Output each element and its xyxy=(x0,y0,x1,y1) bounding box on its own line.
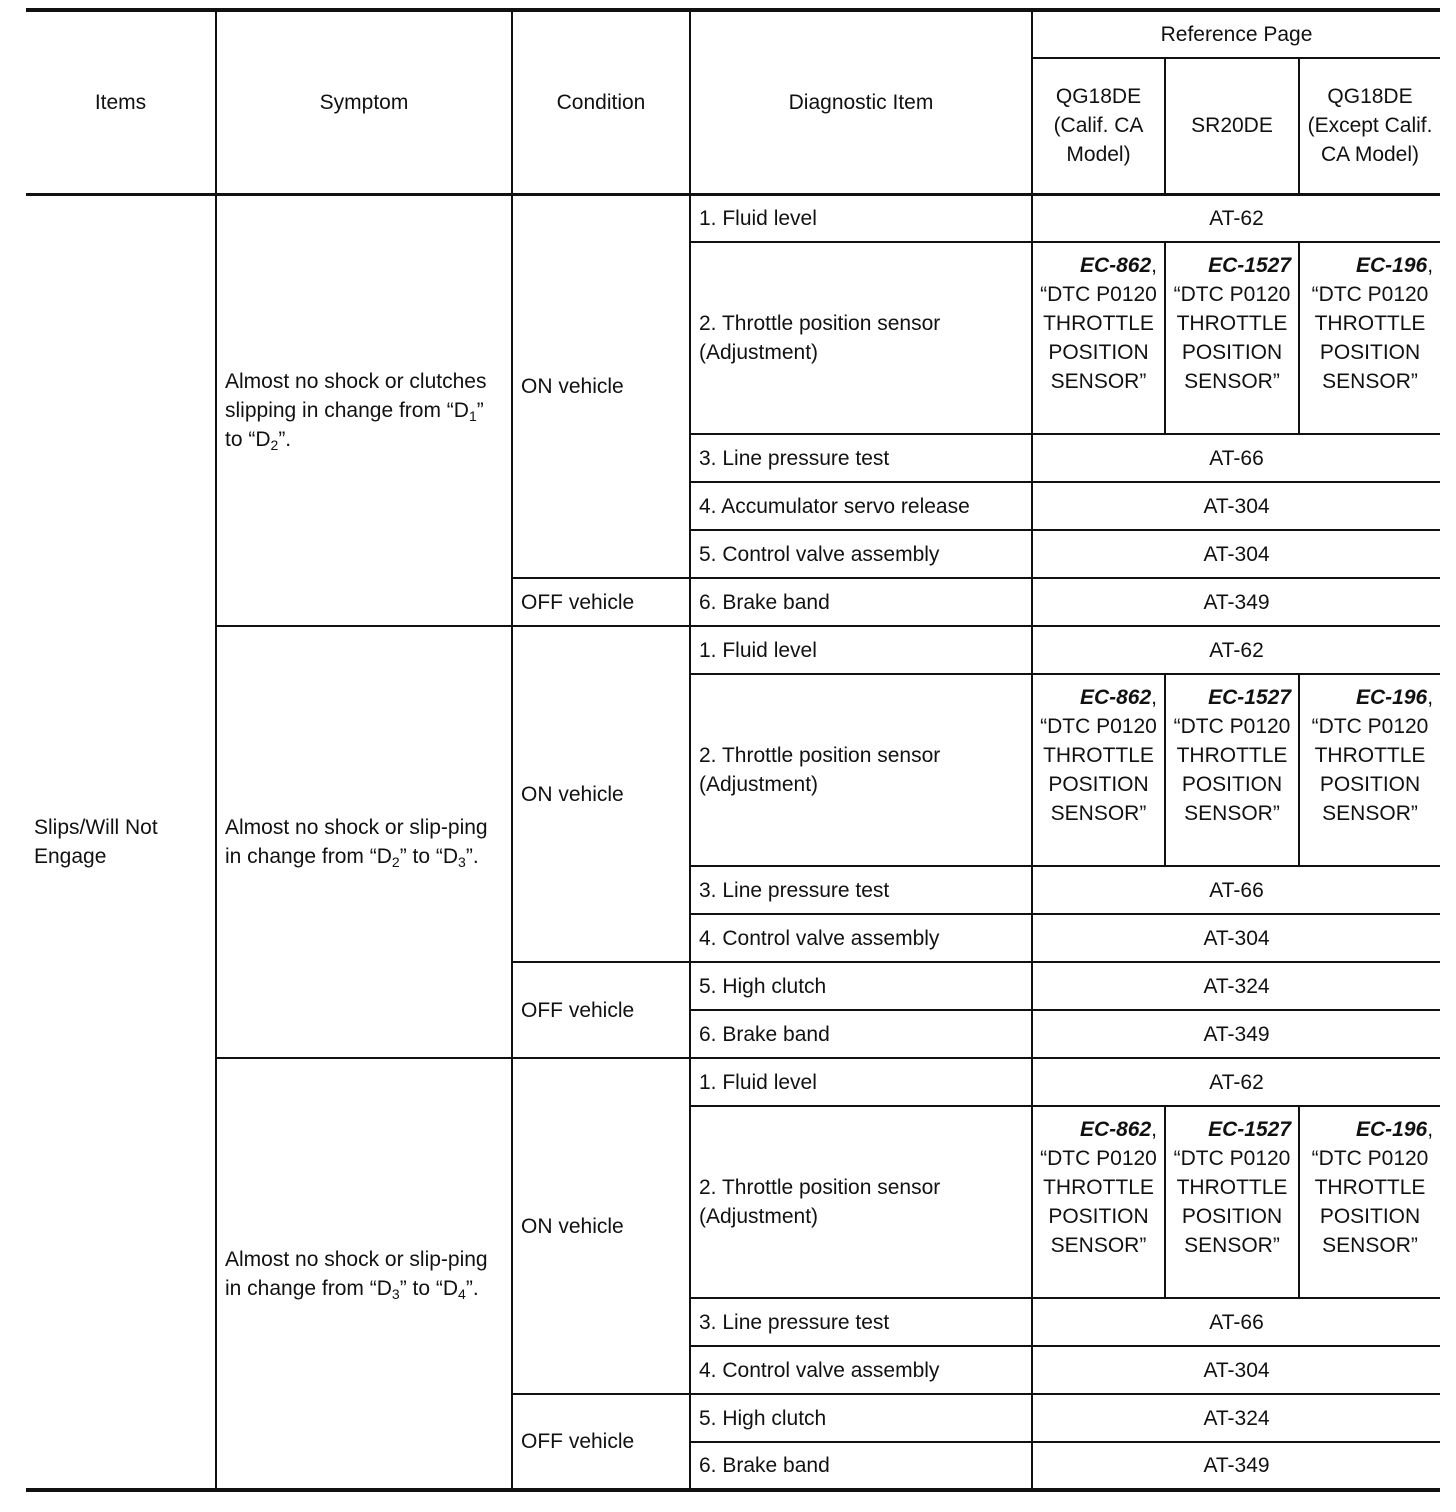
diagnostic-item-cell: 4. Control valve assembly xyxy=(690,914,1032,962)
ec-code: EC-196 xyxy=(1355,1118,1428,1141)
condition-cell: OFF vehicle xyxy=(512,578,690,626)
diagnostic-item-cell: 5. High clutch xyxy=(690,962,1032,1010)
symptom-text: Almost no shock or slip-ping in change from “D xyxy=(225,816,488,868)
ec-comma: , xyxy=(1151,1118,1157,1141)
condition-cell: ON vehicle xyxy=(512,626,690,962)
diagnostic-item-cell: 2. Throttle position sensor (Adjustment) xyxy=(690,674,1032,866)
diagnostic-item-cell: 3. Line pressure test xyxy=(690,434,1032,482)
reference-cell: AT-66 xyxy=(1032,1298,1440,1346)
diagnostic-item-cell: 6. Brake band xyxy=(690,1442,1032,1490)
condition-cell: ON vehicle xyxy=(512,194,690,578)
ec-code: EC-862 xyxy=(1079,686,1152,709)
reference-cell xyxy=(1299,242,1440,434)
symptom-cell xyxy=(216,194,512,626)
diagnostic-item-cell: 6. Brake band xyxy=(690,578,1032,626)
header-items: Items xyxy=(26,10,216,194)
symptom-text: ” to “D xyxy=(225,398,484,451)
header-reference-page: Reference Page xyxy=(1032,10,1440,58)
reference-cell xyxy=(1165,674,1299,866)
header-ref-col-2: SR20DE xyxy=(1165,58,1299,194)
ec-comma: , xyxy=(1427,254,1434,277)
ec-code: EC-1527 xyxy=(1208,1118,1291,1141)
reference-cell: AT-66 xyxy=(1032,434,1440,482)
reference-cell: AT-62 xyxy=(1032,626,1440,674)
header-ref-col-1: QG18DE (Calif. CA Model) xyxy=(1032,58,1165,194)
symptom-subscript: 1 xyxy=(468,407,477,424)
reference-cell: AT-304 xyxy=(1032,530,1440,578)
symptom-text: ” to “D xyxy=(399,845,459,868)
reference-cell: AT-349 xyxy=(1032,1010,1440,1058)
diagnostic-item-cell: 2. Throttle position sensor (Adjustment) xyxy=(690,242,1032,434)
reference-cell: AT-304 xyxy=(1032,1346,1440,1394)
symptom-text: ”. xyxy=(465,1276,479,1300)
reference-cell: AT-304 xyxy=(1032,914,1440,962)
dtc-text: “DTC P0120 THROTTLE POSITION SENSOR” xyxy=(1040,283,1157,393)
reference-cell: AT-324 xyxy=(1032,1394,1440,1442)
table-row xyxy=(26,194,1440,242)
reference-cell: AT-349 xyxy=(1032,578,1440,626)
diagnostic-item-cell: 5. Control valve assembly xyxy=(690,530,1032,578)
diagnostic-table xyxy=(26,8,1440,1492)
header-condition: Condition xyxy=(512,10,690,194)
symptom-subscript: 2 xyxy=(391,854,400,870)
dtc-text: “DTC P0120 THROTTLE POSITION SENSOR” xyxy=(1311,283,1429,393)
condition-cell: OFF vehicle xyxy=(512,1394,690,1490)
dtc-text: “DTC P0120 THROTTLE POSITION SENSOR” xyxy=(1311,1147,1429,1257)
header-ref-col-3: QG18DE (Except Calif. CA Model) xyxy=(1299,58,1440,194)
diagnostic-item-cell: 3. Line pressure test xyxy=(690,1298,1032,1346)
reference-cell xyxy=(1165,1106,1299,1298)
reference-cell xyxy=(1299,674,1440,866)
symptom-subscript: 3 xyxy=(391,1285,400,1302)
dtc-text: “DTC P0120 THROTTLE POSITION SENSOR” xyxy=(1173,283,1291,393)
ec-code: EC-862 xyxy=(1079,254,1152,277)
ec-comma: , xyxy=(1427,1118,1434,1141)
reference-cell xyxy=(1032,1106,1165,1298)
header-row xyxy=(26,10,1440,58)
dtc-text: “DTC P0120 THROTTLE POSITION SENSOR” xyxy=(1173,715,1291,825)
ec-code: EC-196 xyxy=(1355,254,1428,277)
reference-cell: AT-62 xyxy=(1032,1058,1440,1106)
diagnostic-item-cell: 4. Control valve assembly xyxy=(690,1346,1032,1394)
dtc-text: “DTC P0120 THROTTLE POSITION SENSOR” xyxy=(1040,715,1157,825)
diagnostic-item-cell: 4. Accumulator servo release xyxy=(690,482,1032,530)
ec-code: EC-862 xyxy=(1079,1118,1152,1141)
diagnostic-item-cell: 1. Fluid level xyxy=(690,194,1032,242)
reference-cell xyxy=(1032,674,1165,866)
ec-comma: , xyxy=(1151,254,1157,277)
dtc-text: “DTC P0120 THROTTLE POSITION SENSOR” xyxy=(1173,1147,1291,1257)
ec-comma: , xyxy=(1151,686,1157,709)
reference-cell xyxy=(1299,1106,1440,1298)
ec-code: EC-1527 xyxy=(1208,254,1291,277)
diagnostic-item-cell: 5. High clutch xyxy=(690,1394,1032,1442)
symptom-subscript: 4 xyxy=(458,1285,466,1302)
diagnostic-item-cell: 2. Throttle position sensor (Adjustment) xyxy=(690,1106,1032,1298)
table-row xyxy=(26,1058,1440,1106)
diagnostic-item-cell: 1. Fluid level xyxy=(690,1058,1032,1106)
symptom-text: Almost no shock or clutches slipping in change from “D xyxy=(225,369,487,422)
diagnostic-item-cell: 1. Fluid level xyxy=(690,626,1032,674)
reference-cell xyxy=(1165,242,1299,434)
symptom-cell xyxy=(216,1058,512,1490)
diagnostic-document xyxy=(26,8,1440,1492)
table-row xyxy=(26,626,1440,674)
ec-comma: , xyxy=(1427,686,1434,709)
header-diagnostic-item: Diagnostic Item xyxy=(690,10,1032,194)
table-body xyxy=(26,194,1440,1490)
diagnostic-item-cell: 6. Brake band xyxy=(690,1010,1032,1058)
symptom-text: ”. xyxy=(278,427,292,451)
reference-cell: AT-349 xyxy=(1032,1442,1440,1490)
header-symptom: Symptom xyxy=(216,10,512,194)
symptom-text: ”. xyxy=(465,845,479,868)
symptom-text: ” to “D xyxy=(399,1276,459,1300)
dtc-text: “DTC P0120 THROTTLE POSITION SENSOR” xyxy=(1040,1147,1157,1257)
reference-cell: AT-66 xyxy=(1032,866,1440,914)
symptom-cell xyxy=(216,626,512,1058)
condition-cell: OFF vehicle xyxy=(512,962,690,1058)
ec-code: EC-1527 xyxy=(1208,686,1291,709)
symptom-text: Almost no shock or slip-ping in change from “D xyxy=(225,1247,488,1300)
symptom-subscript: 2 xyxy=(270,436,279,453)
diagnostic-item-cell: 3. Line pressure test xyxy=(690,866,1032,914)
dtc-text: “DTC P0120 THROTTLE POSITION SENSOR” xyxy=(1311,715,1429,825)
item-cell: Slips/Will Not Engage xyxy=(26,194,216,1490)
ec-code: EC-196 xyxy=(1355,686,1428,709)
condition-cell: ON vehicle xyxy=(512,1058,690,1394)
reference-cell: AT-62 xyxy=(1032,194,1440,242)
reference-cell: AT-304 xyxy=(1032,482,1440,530)
symptom-subscript: 3 xyxy=(458,854,466,870)
reference-cell: AT-324 xyxy=(1032,962,1440,1010)
reference-cell xyxy=(1032,242,1165,434)
